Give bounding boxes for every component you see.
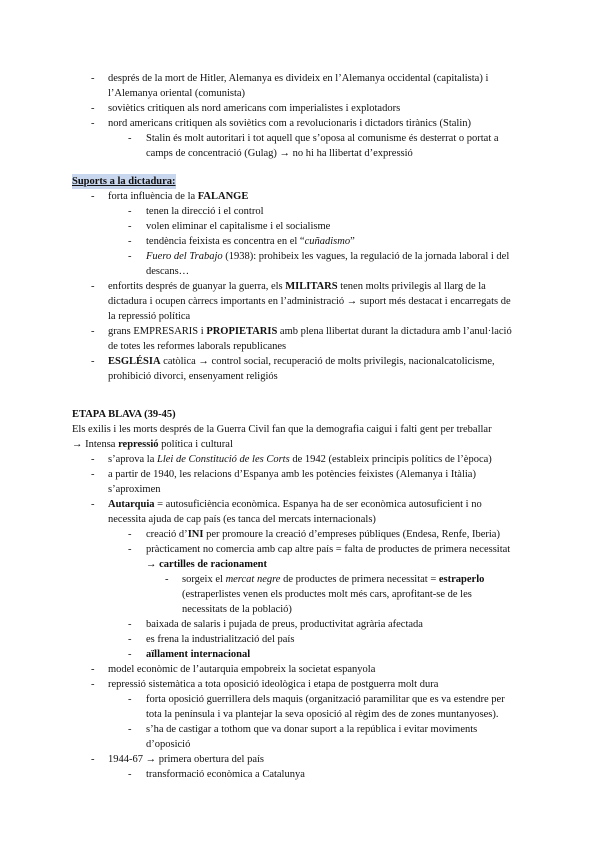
item-text: per promoure la creació d’empreses públiques (Endesa, Renfe, Iberia) bbox=[203, 529, 500, 540]
item-text: de 1942 (estableix principis polítics de l’època) bbox=[289, 454, 492, 465]
item-text: amb plena llibertat durant la dictadura amb l’anul·lació de totes les reformes laborals republicanes bbox=[108, 326, 512, 352]
item-text: grans EMPRESARIS i bbox=[108, 326, 207, 337]
item-text: baixada de salaris i pujada de preus, productivitat agrària afectada bbox=[146, 619, 423, 630]
bullet-dash: - bbox=[128, 251, 132, 262]
list-item bbox=[0, 189, 600, 204]
list-item bbox=[0, 354, 600, 384]
repressio-term: repressió bbox=[118, 439, 159, 450]
sub-list-item bbox=[0, 692, 600, 722]
sub-list-item bbox=[0, 527, 600, 542]
list-item bbox=[0, 497, 600, 527]
item-text: soviètics critiquen als nord americans com imperialistes i explotadors bbox=[108, 103, 401, 114]
sub-list-item bbox=[0, 632, 600, 647]
section-heading: Suports a la dictadura: bbox=[72, 176, 176, 187]
estraperlo-term: estraperlo bbox=[438, 574, 485, 585]
bullet-dash: - bbox=[91, 469, 95, 480]
sub-list-item bbox=[0, 767, 600, 782]
item-text: a partir de 1940, les relacions d’Espanya amb les potències feixistes (Alemanya i Itàlia) s’aproximen bbox=[108, 469, 476, 495]
bullet-dash: - bbox=[91, 281, 95, 292]
bullet-dash: - bbox=[128, 694, 132, 705]
item-text: després de la mort de Hitler, Alemanya es divideix en l’Alemanya occidental (capitalista) i l’Alemanya oriental (comunista) bbox=[108, 73, 489, 99]
autarquia-term: Autarquia bbox=[108, 499, 155, 510]
llei-term: Llei de Constitució de les Corts bbox=[156, 454, 290, 465]
bullet-dash: - bbox=[91, 454, 95, 465]
bullet-dash: - bbox=[91, 664, 95, 675]
list-item bbox=[0, 467, 600, 497]
bullet-dash: - bbox=[128, 133, 132, 144]
bullet-dash: - bbox=[128, 724, 132, 735]
item-text: sorgeix el bbox=[182, 574, 226, 585]
item-text: creació d’ bbox=[146, 529, 188, 540]
sub-list-item bbox=[0, 234, 600, 249]
bullet-dash: - bbox=[91, 73, 95, 84]
sub-list-item bbox=[0, 722, 600, 752]
bullet-dash: - bbox=[128, 649, 132, 660]
list-item bbox=[0, 71, 600, 101]
item-text: 1944-67 → primera obertura del país bbox=[108, 754, 264, 765]
bullet-dash: - bbox=[91, 754, 95, 765]
list-item bbox=[0, 324, 600, 354]
item-text: es frena la industrialització del país bbox=[146, 634, 295, 645]
bullet-dash: - bbox=[128, 206, 132, 217]
bullet-dash: - bbox=[91, 356, 95, 367]
bullet-dash: - bbox=[91, 679, 95, 690]
item-text: volen eliminar el capitalisme i el socialisme bbox=[146, 221, 331, 232]
supports-section bbox=[0, 174, 600, 384]
bullet-dash: - bbox=[128, 544, 132, 555]
item-text: nord americans critiquen als soviètics com a revolucionaris i dictadors tirànics (Stalin) bbox=[108, 118, 472, 129]
item-text: forta influència de la bbox=[108, 191, 198, 202]
bullet-dash: - bbox=[128, 619, 132, 630]
item-text: Stalin és molt autoritari i tot aquell que s’oposa al comunisme és desterrat o portat a camps de concentració (Gulag) → no hi ha llibertat d’expressió bbox=[146, 133, 499, 159]
bullet-dash: - bbox=[91, 499, 95, 510]
bullet-dash: - bbox=[91, 191, 95, 202]
item-text: s’ha de castigar a tothom que va donar suport a la república i evitar moviments d’oposició bbox=[146, 724, 478, 750]
item-text: = autosuficiència econòmica. Espanya ha de ser econòmica autosuficient i no necessita ajuda de cap país (es tanca del mercats internacionals) bbox=[108, 499, 482, 525]
bullet-dash: - bbox=[128, 529, 132, 540]
sub-sub-list-item bbox=[0, 572, 600, 617]
list-item bbox=[0, 662, 600, 677]
mercat-negre-term: mercat negre bbox=[225, 574, 281, 585]
list-item bbox=[0, 101, 600, 116]
sub-list-item bbox=[0, 219, 600, 234]
item-text: (1938): prohibeix les vagues, la regulació de la jornada laboral i del descans… bbox=[146, 251, 510, 277]
item-text: de productes de primera necessitat = bbox=[280, 574, 439, 585]
list-item bbox=[0, 677, 600, 692]
sub-list-item bbox=[0, 647, 600, 662]
etapa-blava-section bbox=[0, 407, 600, 782]
list-item bbox=[0, 279, 600, 324]
bullet-dash: - bbox=[128, 221, 132, 232]
falange-term: FALANGE bbox=[197, 191, 249, 202]
sub-list-item bbox=[0, 617, 600, 632]
militars-term: MILITARS bbox=[285, 281, 338, 292]
sub-list-item bbox=[0, 249, 600, 279]
cold-war-list bbox=[0, 71, 600, 161]
esglesia-term: ESGLÉSIA bbox=[108, 356, 161, 367]
bullet-dash: - bbox=[128, 634, 132, 645]
propietaris-term: PROPIETARIS bbox=[206, 326, 278, 337]
item-text: ” bbox=[350, 236, 355, 247]
intro-paragraph-2 bbox=[0, 437, 600, 452]
item-text: (estraperlistes venen els productes molt més cars, aprofitant-se de les necessitats de la població) bbox=[182, 589, 472, 615]
fuero-term: Fuero del Trabajo bbox=[146, 251, 223, 262]
aillament-term: aïllament internacional bbox=[146, 649, 251, 660]
item-text: catòlica → control social, recuperació de molts privilegis, nacionalcatolicisme, prohibició divorci, ensenyament religiós bbox=[108, 356, 495, 382]
item-text: model econòmic de l’autarquia empobreix la societat espanyola bbox=[108, 664, 376, 675]
item-text: transformació econòmica a Catalunya bbox=[146, 769, 305, 780]
item-text: tenen molts privilegis al llarg de la dictadura i ocupen càrrecs importants en l’administració → suport més destacat i encarregats de la repressió política bbox=[108, 281, 511, 322]
sub-list-item bbox=[0, 131, 600, 161]
cartilles-term: cartilles de racionament bbox=[159, 559, 268, 570]
item-text: forta oposició guerrillera dels maquis (organització paramilitar que es va estendre per tota la península i va plantejar la seva oposició al règim des de zones muntanyoses). bbox=[146, 694, 505, 720]
item-text: repressió sistemàtica a tota oposició ideològica i etapa de postguerra molt dura bbox=[108, 679, 439, 690]
cunadismo-term: cuñadismo bbox=[304, 236, 351, 247]
item-text: → Intensa bbox=[72, 439, 119, 450]
list-item bbox=[0, 452, 600, 467]
ini-term: INI bbox=[187, 529, 204, 540]
bullet-dash: - bbox=[91, 118, 95, 129]
bullet-dash: - bbox=[91, 103, 95, 114]
sub-list-item bbox=[0, 204, 600, 219]
item-text: tendència feixista es concentra en el “ bbox=[146, 236, 305, 247]
item-text: s’aprova la bbox=[108, 454, 157, 465]
item-text: pràcticament no comercia amb cap altre país = falta de productes de primera necessitat → bbox=[146, 544, 511, 570]
list-item bbox=[0, 752, 600, 767]
item-text: enfortits després de guanyar la guerra, els bbox=[108, 281, 286, 292]
bullet-dash: - bbox=[165, 574, 169, 585]
bullet-dash: - bbox=[128, 769, 132, 780]
intro-paragraph: Els exilis i les morts després de la Guerra Civil fan que la demografia caigui i falti gent per treballar bbox=[72, 424, 492, 435]
section-heading: ETAPA BLAVA (39-45) bbox=[72, 409, 176, 420]
item-text: tenen la direcció i el control bbox=[146, 206, 264, 217]
bullet-dash: - bbox=[128, 236, 132, 247]
item-text: política i cultural bbox=[158, 439, 233, 450]
bullet-dash: - bbox=[91, 326, 95, 337]
list-item bbox=[0, 116, 600, 131]
sub-list-item bbox=[0, 542, 600, 572]
